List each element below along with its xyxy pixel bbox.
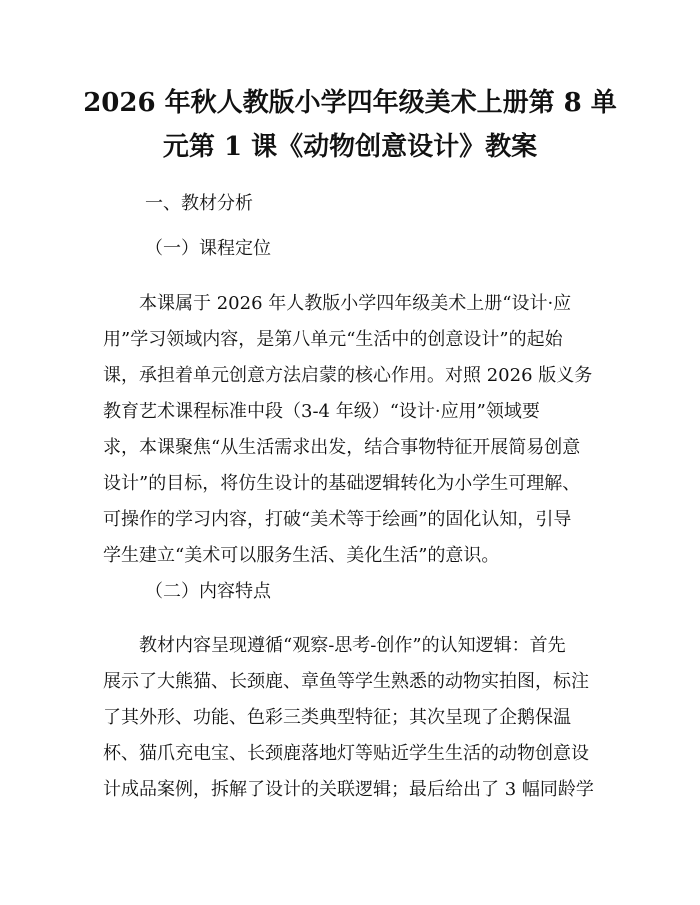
paragraph-line: 教育艺术课程标准中段（3-4 年级）“设计·应用”领域要 (103, 401, 540, 422)
paragraph-line: 学生建立“美术可以服务生活、美化生活”的意识。 (103, 545, 500, 566)
paragraph-course-positioning (103, 286, 603, 574)
document-title-line-2: 元第 1 课《动物创意设计》教案 (162, 132, 538, 162)
subsection-heading-course-positioning: （一）课程定位 (145, 238, 271, 259)
paragraph-line: 教材内容呈现遵循“观察-思考-创作”的认知逻辑：首先 (139, 635, 566, 656)
paragraph-line: 本课属于 2026 年人教版小学四年级美术上册“设计·应 (139, 293, 572, 314)
paragraph-line: 课，承担着单元创意方法启蒙的核心作用。对照 2026 版义务 (103, 365, 593, 386)
section-heading-materials-analysis: 一、教材分析 (145, 193, 253, 214)
paragraph-line: 了其外形、功能、色彩三类典型特征；其次呈现了企鹅保温 (103, 707, 571, 728)
paragraph-line: 杯、猫爪充电宝、长颈鹿落地灯等贴近学生生活的动物创意设 (103, 743, 589, 764)
paragraph-line: 计成品案例，拆解了设计的关联逻辑；最后给出了 3 幅同龄学 (103, 779, 594, 800)
paragraph-line: 用”学习领域内容，是第八单元“生活中的创意设计”的起始 (103, 329, 563, 350)
paragraph-line: 展示了大熊猫、长颈鹿、章鱼等学生熟悉的动物实拍图，标注 (103, 671, 589, 692)
document-title-line-1: 2026 年秋人教版小学四年级美术上册第 8 单 (83, 88, 617, 118)
paragraph-line: 设计”的目标，将仿生设计的基础逻辑转化为小学生可理解、 (103, 473, 581, 494)
paragraph-line: 可操作的学习内容，打破“美术等于绘画”的固化认知，引导 (103, 509, 572, 530)
paragraph-content-features (103, 628, 603, 808)
paragraph-line: 求，本课聚焦“从生活需求出发，结合事物特征开展简易创意 (103, 437, 581, 458)
subsection-heading-content-features: （二）内容特点 (145, 581, 271, 602)
